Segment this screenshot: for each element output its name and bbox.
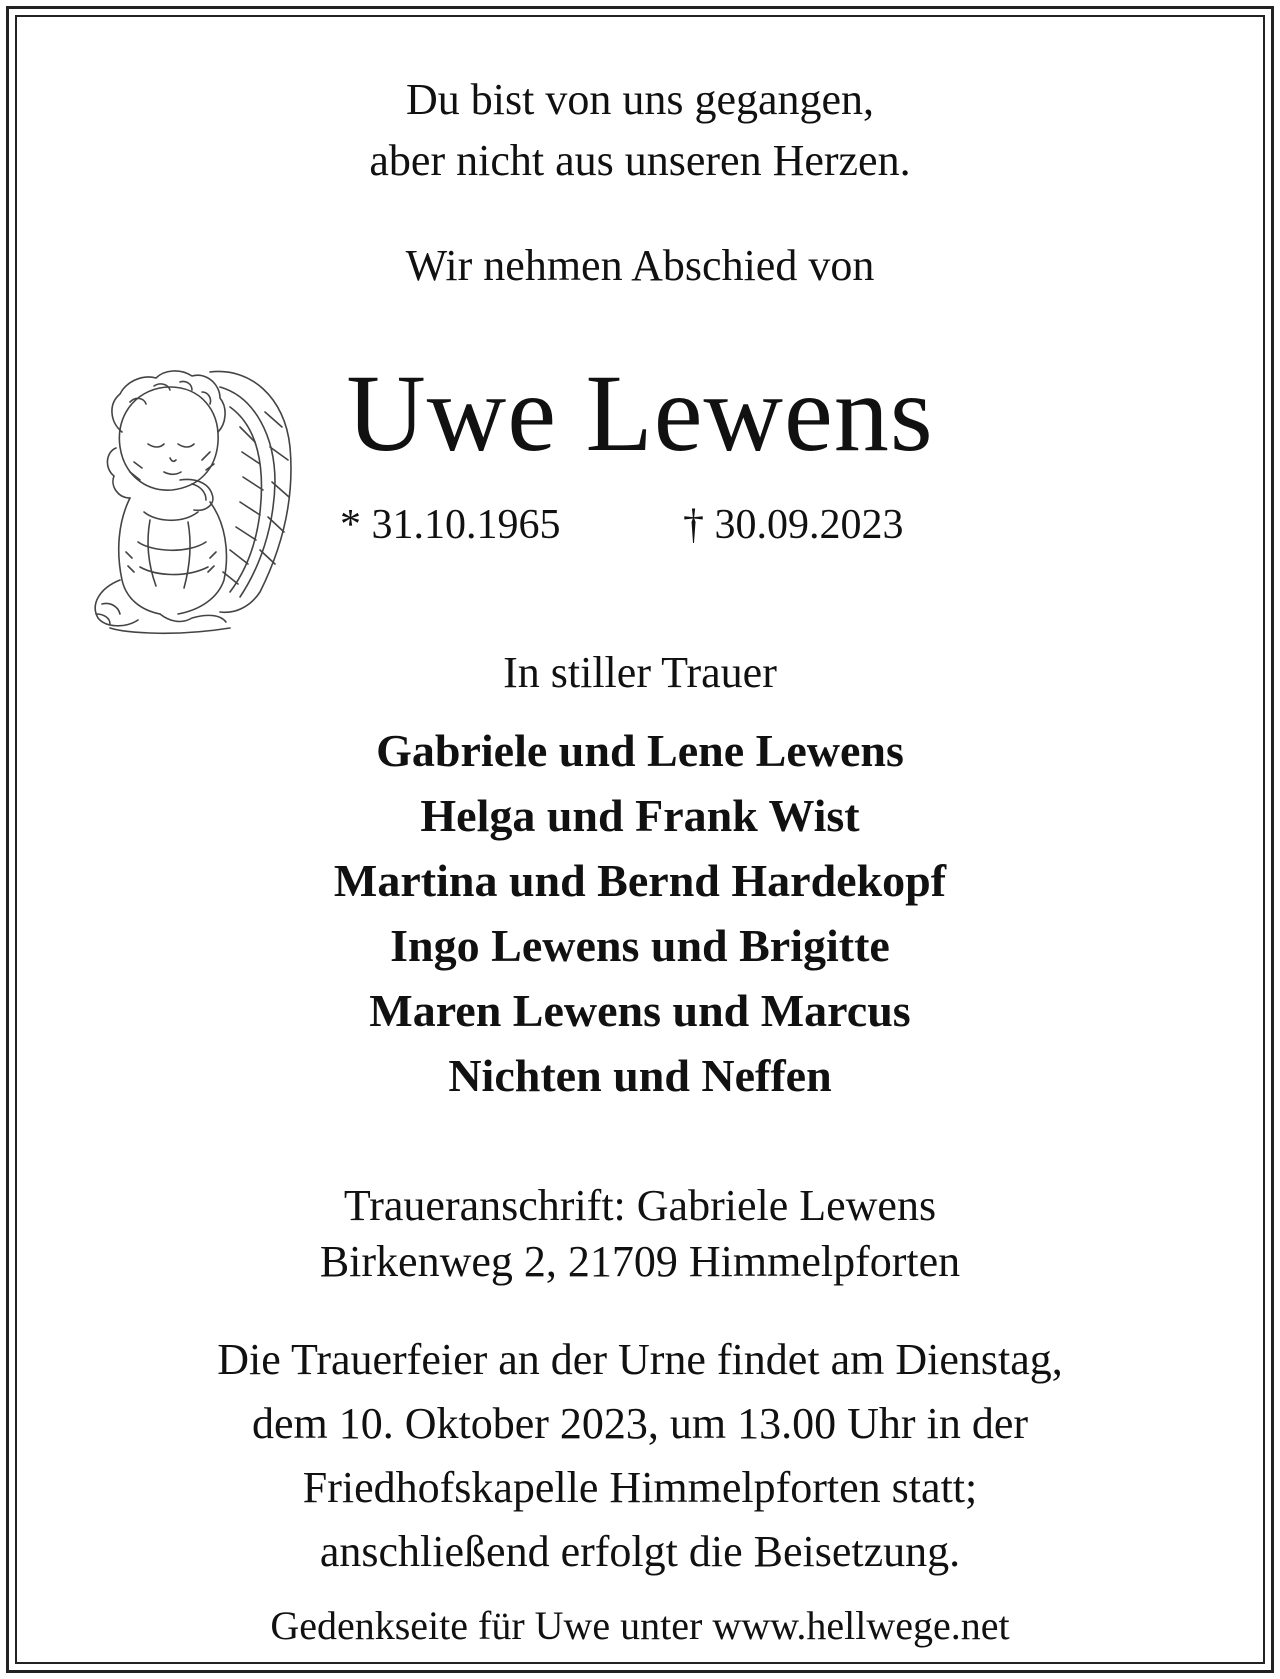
- ceremony-line-2: dem 10. Oktober 2023, um 13.00 Uhr in der: [252, 1399, 1028, 1448]
- list-item: Maren Lewens und Marcus: [369, 985, 911, 1036]
- birth-date: * 31.10.1965: [340, 502, 561, 548]
- verse-line-2: aber nicht aus unseren Herzen.: [369, 136, 911, 185]
- list-item: Ingo Lewens und Brigitte: [390, 920, 890, 971]
- mourning-text: In stiller Trauer: [503, 648, 777, 697]
- ceremony-line-4: anschließend erfolgt die Beisetzung.: [319, 1527, 961, 1576]
- deceased-name: Uwe Lewens: [346, 352, 934, 474]
- death-date: † 30.09.2023: [683, 502, 904, 548]
- verse-line-1: Du bist von uns gegangen,: [405, 75, 875, 124]
- address-line-2: Birkenweg 2, 21709 Himmelpforten: [319, 1237, 961, 1286]
- memorial-link-text: Gedenkseite für Uwe unter www.hellwege.net: [270, 1603, 1010, 1648]
- family-list: [0, 724, 1280, 1114]
- list-item: Helga und Frank Wist: [420, 790, 860, 841]
- list-item: Nichten und Neffen: [448, 1050, 832, 1101]
- address-line-1: Traueranschrift: Gabriele Lewens: [343, 1181, 937, 1230]
- ceremony-line-1: Die Trauerfeier an der Urne findet am Dienstag,: [217, 1335, 1063, 1384]
- list-item: Gabriele und Lene Lewens: [376, 725, 904, 776]
- farewell-text: Wir nehmen Abschied von: [405, 241, 875, 290]
- angel-illustration: [60, 352, 300, 642]
- list-item: Martina und Bernd Hardekopf: [333, 855, 947, 906]
- ceremony-line-3: Friedhofskapelle Himmelpforten statt;: [302, 1463, 978, 1512]
